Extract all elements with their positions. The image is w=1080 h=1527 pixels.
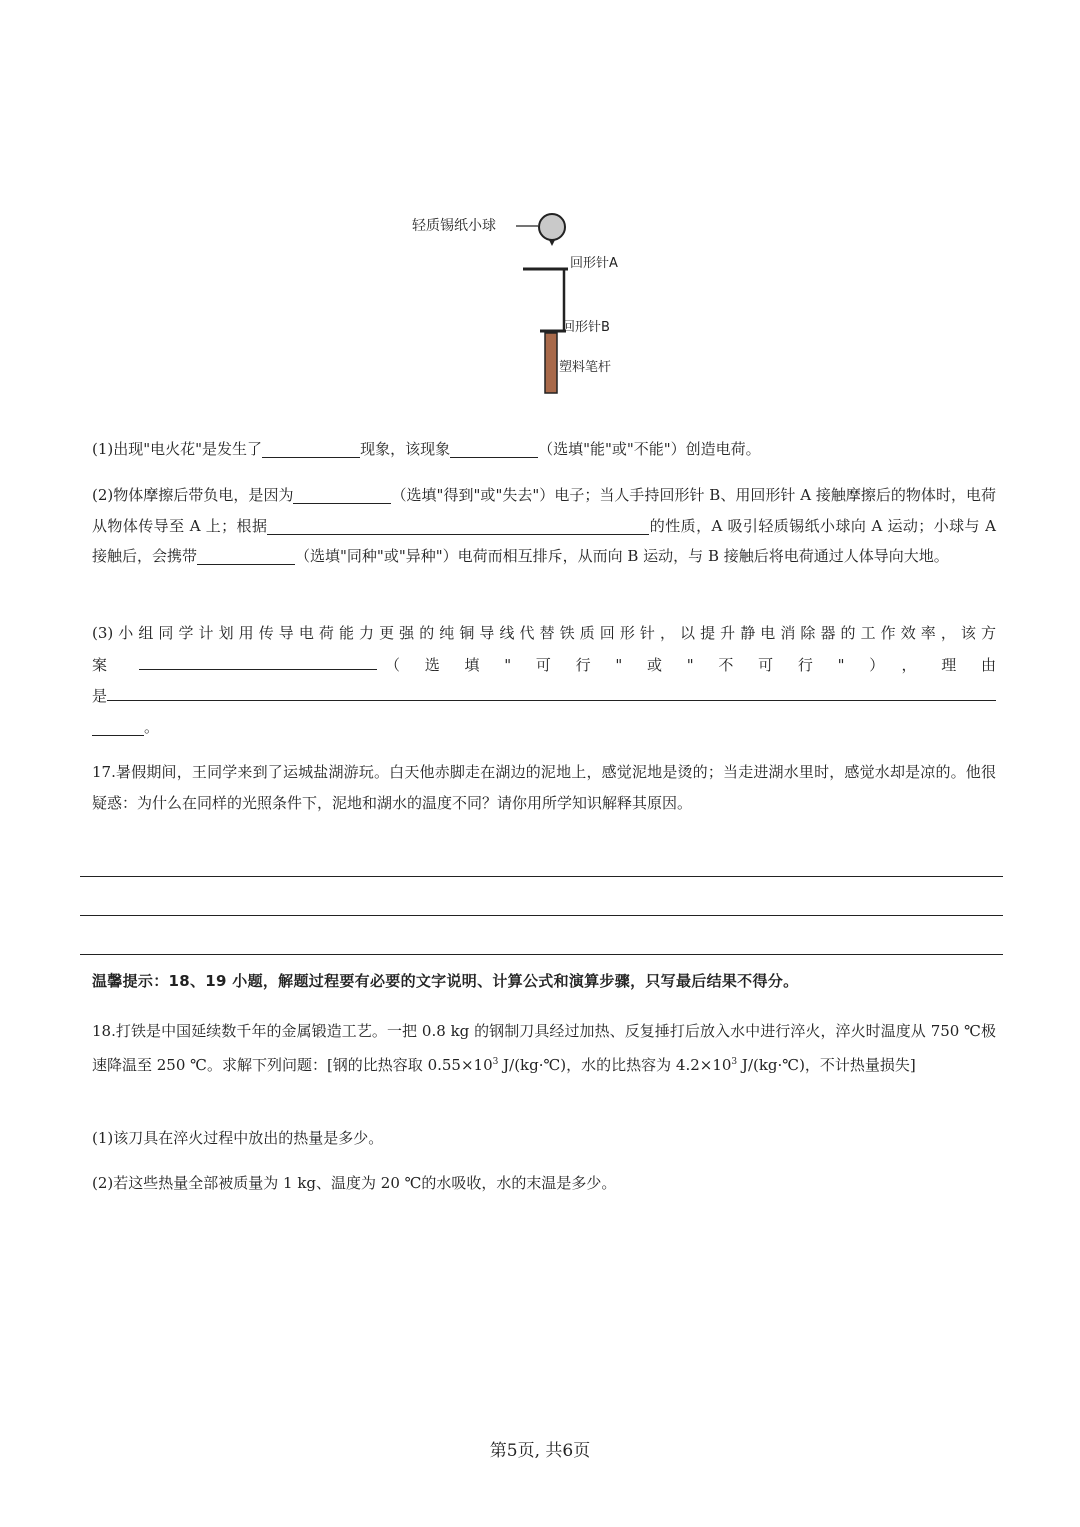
text: 现象，该现象 bbox=[360, 440, 451, 458]
label-foil-ball: 轻质锡纸小球 bbox=[412, 218, 496, 234]
q18-question bbox=[92, 1016, 996, 1080]
q16-part1 bbox=[92, 434, 996, 465]
label-pen-rod: 塑料笔杆 bbox=[559, 360, 612, 375]
text: 的性质，A 吸引轻质锡纸小球向 A 运动；小球与 A 接触后，会携带 bbox=[92, 516, 996, 565]
q18-part1: (1)该刀具在淬火过程中放出的热量是多少。 bbox=[92, 1129, 384, 1147]
answer-blank[interactable] bbox=[267, 514, 649, 535]
static-eliminator-figure bbox=[400, 205, 660, 405]
text: J/(kg·℃)，不计热量损失] bbox=[737, 1055, 916, 1074]
q16-part3-line1: (3)小组同学计划用传导电荷能力更强的纯铜导线代替铁质回形针，以提升静电消除器的工作效率，该方 bbox=[92, 624, 996, 642]
warm-tip: 温馨提示：18、19 小题，解题过程要有必要的文字说明、计算公式和演算步骤，只写最后结果不得分。 bbox=[92, 972, 799, 990]
text: （选填"能"或"不能"）创造电荷。 bbox=[538, 440, 761, 458]
answer-line[interactable] bbox=[80, 954, 1003, 955]
q17-question: 17.暑假期间，王同学来到了运城盐湖游玩。白天他赤脚走在湖边的泥地上，感觉泥地是烫的；当走进湖水里时，感觉水却是凉的。他很疑惑：为什么在同样的光照条件下，泥地和湖水的温度不同？请你用所学知识解释其原因。 bbox=[92, 763, 996, 812]
exponent: 3 bbox=[731, 1056, 738, 1067]
text: 是 bbox=[92, 687, 108, 705]
answer-blank[interactable] bbox=[139, 649, 377, 670]
q16-part3-line2 bbox=[92, 649, 996, 681]
q16-part3-line4 bbox=[92, 712, 996, 743]
text: (1)出现"电火花"是发生了 bbox=[92, 440, 263, 458]
text: 。 bbox=[144, 718, 160, 736]
text: J/(kg·℃)，水的比热容为 4.2×10 bbox=[498, 1055, 732, 1074]
text: （选填"可行"或"不可行"），理由 bbox=[385, 656, 996, 674]
exponent: 3 bbox=[492, 1056, 499, 1067]
page-number: 第5页, 共6页 bbox=[489, 1441, 591, 1461]
pen-rod bbox=[545, 333, 557, 393]
answer-blank[interactable] bbox=[107, 680, 996, 701]
label-clip-b: 回形针B bbox=[562, 320, 610, 335]
text: （选填"同种"或"异种"）电荷而相互排斥，从而向 B 运动，与 B 接触后将电荷通过人体导向大地。 bbox=[295, 547, 949, 565]
answer-line[interactable] bbox=[80, 876, 1003, 877]
answer-blank[interactable] bbox=[197, 544, 295, 565]
label-clip-a: 回形针A bbox=[570, 256, 618, 271]
text: 18.打铁是中国延续数千年的金属锻造工艺。一把 0.8 kg 的钢制刀具经过加热、反复捶打后放入水中进行淬火，淬火时温度从 750 ℃极速降温至 250 ℃。求解下列问题：[钢的比热容取 0.55×10 bbox=[92, 1022, 996, 1074]
answer-blank[interactable] bbox=[92, 715, 144, 736]
q16-part2 bbox=[92, 480, 996, 572]
text: （选填"得到"或"失去"）电子；当人手持回形针 B、用回形针 A 接触摩擦后的物体时，电荷从物体传导至 A 上；根据 bbox=[92, 486, 997, 535]
answer-blank[interactable] bbox=[262, 437, 360, 458]
q18-part2: (2)若这些热量全部被质量为 1 kg、温度为 20 ℃的水吸收，水的末温是多少。 bbox=[92, 1174, 617, 1192]
answer-line[interactable] bbox=[80, 915, 1003, 916]
answer-blank[interactable] bbox=[450, 437, 538, 458]
text: 案 bbox=[92, 656, 108, 674]
text: (2)物体摩擦后带负电，是因为 bbox=[92, 486, 294, 504]
answer-blank[interactable] bbox=[293, 483, 391, 504]
diagram-drawing bbox=[400, 205, 660, 405]
foil-ball bbox=[539, 214, 565, 240]
q16-part3-line3 bbox=[92, 680, 996, 712]
